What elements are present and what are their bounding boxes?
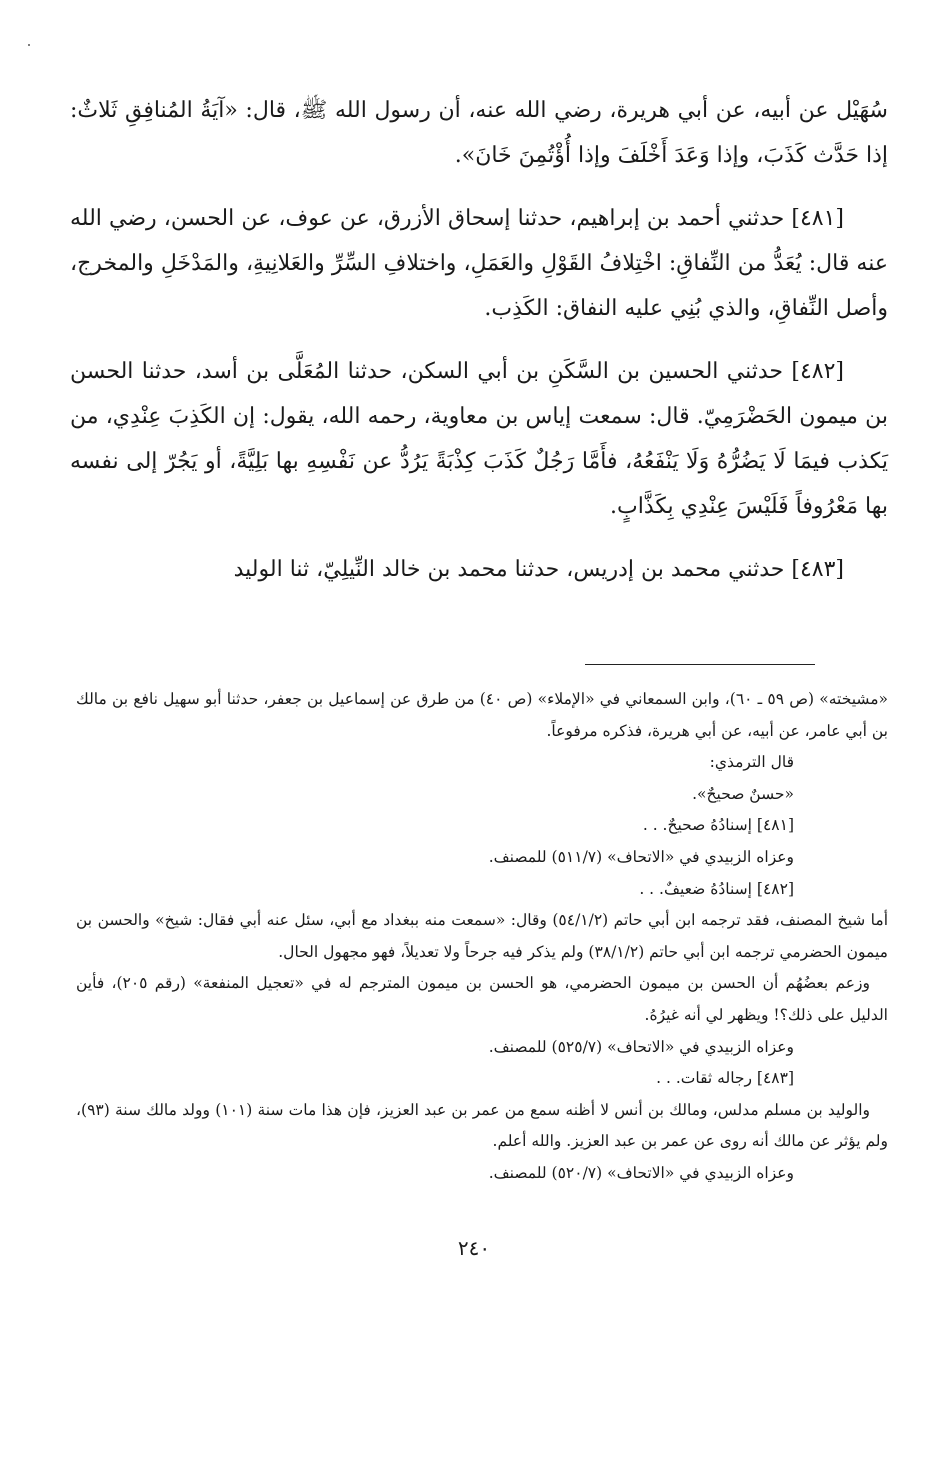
paragraph-continuation: سُهَيْل عن أبيه، عن أبي هريرة، رضي الله عنه، أن رسول الله ﷺ، قال: «آيَةُ المُنافِقِ ثَلاثٌ: إذا حَدَّث كَذَبَ، وإذا وَعَدَ أَخْلَفَ وإذا أُؤْتُمِنَ خَانَ». <box>70 98 888 168</box>
footnote-line: وعزاه الزبيدي في «الاتحاف» (٥٢٥/٧) للمصنف. <box>488 1037 794 1056</box>
footnote-line: وعزاه الزبيدي في «الاتحاف» (٥١١/٧) للمصنف. <box>488 847 794 866</box>
scan-speck <box>28 44 30 46</box>
footnote-483: [٤٨٣] رجاله ثقات. . . <box>656 1069 794 1088</box>
hadith-483: [٤٨٣] حدثني محمد بن إدريس، حدثنا محمد بن خالد النِّيلِيّ، ثنا الوليد <box>233 557 844 582</box>
footnote-line: «حسنٌ صحيحٌ». <box>692 784 794 803</box>
footnote-line: وعزاه الزبيدي في «الاتحاف» (٥٢٠/٧) للمصنف. <box>488 1163 794 1182</box>
footnote-line: «مشيخته» (ص ٥٩ ـ ٦٠)، وابن السمعاني في «الإملاء» (ص ٤٠) من طرق عن إسماعيل بن جعفر، حدثنا أبو سهيل نافع بن مالك بن أبي عامر، عن أبيه، عن أبي هريرة، فذكره مرفوعاً. <box>76 690 888 740</box>
footnote-line: وزعم بعضُهُم أن الحسن بن ميمون الحضرمي، هو الحسن بن ميمون المترجم له في «تعجيل المنفعة» (رقم ٢٠٥)، فأين الدليل على ذلك؟! ويظهر لي أنه غيرُهُ. <box>76 974 888 1024</box>
footnote-line: قال الترمذي: <box>709 753 794 772</box>
footnote-line: والوليد بن مسلم مدلس، ومالك بن أنس لا أظنه سمع من عمر بن عبد العزيز، فإن هذا مات سنة (١٠١) وولد مالك سنة (٩٣)، ولم يؤثر عن مالك أنه روى عن عمر بن عبد العزيز. والله أعلم. <box>76 1100 888 1151</box>
footnote-line: أما شيخ المصنف، فقد ترجمه ابن أبي حاتم (٥٤/١/٢) وقال: «سمعت منه ببغداد مع أبي، سئل عنه أبي فقال: شيخ» والحسن بن ميمون الحضرمي ترجمه ابن أبي حاتم (٣٨/١/٢) ولم يذكر فيه جرحاً ولا تعديلاً، فهو مجهول الحال. <box>76 911 888 961</box>
footnote-divider <box>585 664 815 665</box>
hadith-482: [٤٨٢] حدثني الحسين بن السَّكَنِ بن أبي السكن، حدثنا المُعَلَّى بن أسد، حدثنا الحسن بن ميمون الحَضْرَمِيّ. قال: سمعت إياس بن معاوية، رحمه الله، يقول: إن الكَذِبَ عِنْدِي، من يَكذب فيمَا لَا يَضُرُّهُ وَلَا يَنْفَعُهُ، فأَمَّا رَجُلٌ كَذَبَ كِذْبَةً يَرُدُّ عن نَفْسِهِ بها بَلِيَّةً، أو يَجُرّ إلى نفسه بها مَعْرُوفاً فَلَيْسَ عِنْدِي بِكَذَّابٍ. <box>70 359 888 519</box>
footnote-481: [٤٨١] إسنادُهُ صحيحٌ. . . <box>642 816 794 835</box>
footnote-482: [٤٨٢] إسنادُهُ ضعيفٌ. . . <box>639 879 794 898</box>
footnotes <box>76 684 888 1190</box>
page-number: ٢٤٠ <box>457 1236 491 1260</box>
hadith-481: [٤٨١] حدثني أحمد بن إبراهيم، حدثنا إسحاق الأزرق، عن عوف، عن الحسن، رضي الله عنه قال: يُعَدُّ من النِّفاقِ: اخْتِلافُ القَوْلِ والعَمَلِ، واختلافِ السِّرِّ والعَلانِيةِ، والمَدْخَلِ والمخرج، وأصل النِّفاقِ، والذي بُنِي عليه النفاق: الكَذِب. <box>70 206 888 321</box>
main-text <box>70 88 888 610</box>
